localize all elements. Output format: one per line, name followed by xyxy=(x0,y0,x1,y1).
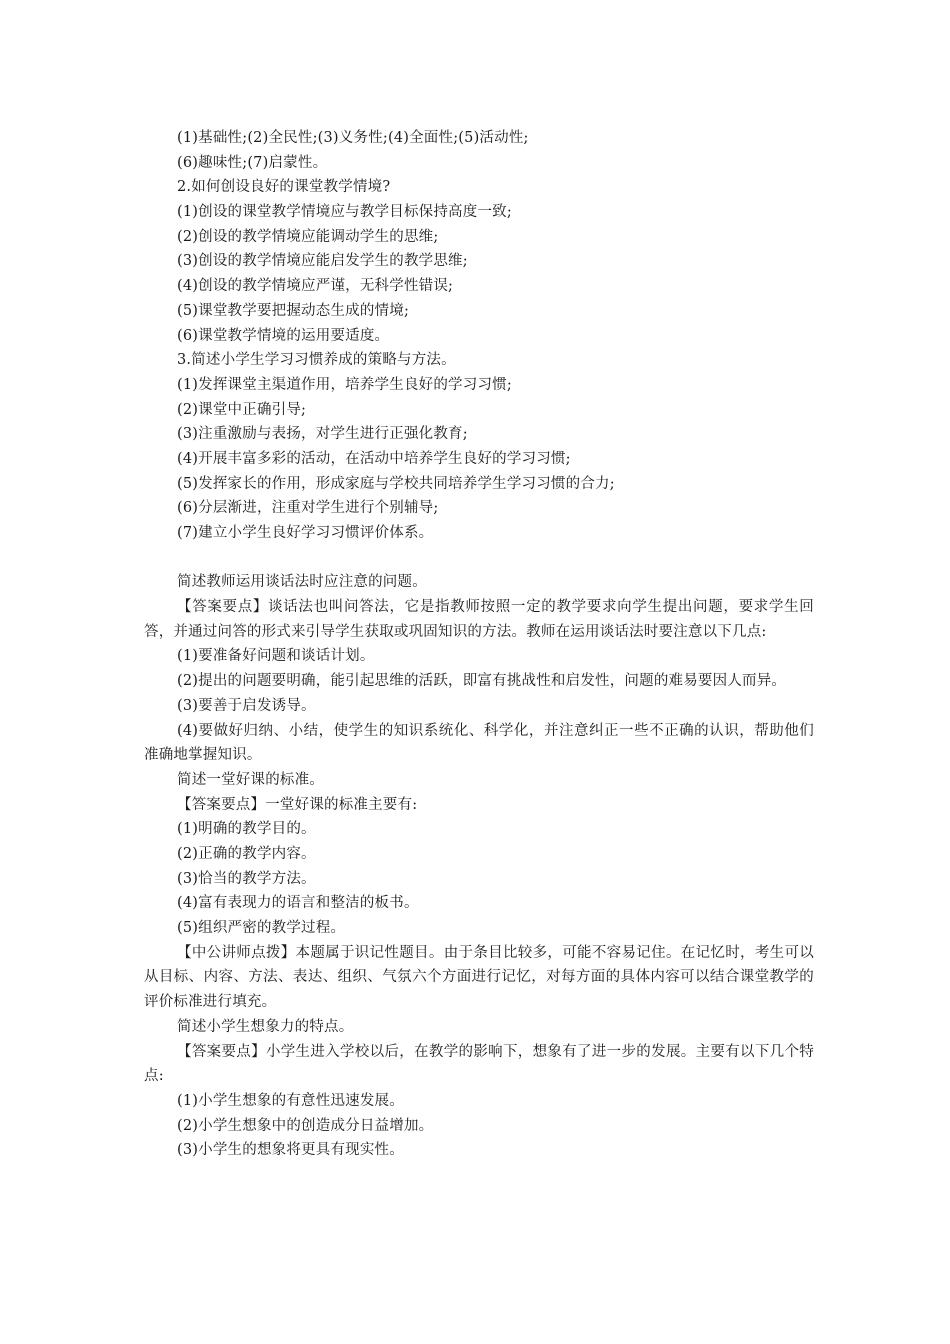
question-title: 简述一堂好课的标准。 xyxy=(177,771,324,788)
list-item: (2)提出的问题要明确，能引起思维的活跃，即富有挑战性和启发性，问题的难易要因人而异。 xyxy=(177,673,787,690)
list-item: (2)正确的教学内容。 xyxy=(177,846,316,863)
answer-paragraph: 【答案要点】一堂好课的标准主要有: xyxy=(177,796,418,813)
question-title: 3.简述小学生学习习惯养成的策略与方法。 xyxy=(177,352,456,369)
question-title: 2.如何创设良好的课堂教学情境? xyxy=(177,179,391,196)
list-item: (1)创设的课堂教学情境应与教学目标保持高度一致; xyxy=(177,204,512,221)
list-item: (6)课堂教学情境的运用要适度。 xyxy=(177,327,390,344)
list-item: (6)趣味性;(7)启蒙性。 xyxy=(177,154,328,171)
answer-paragraph: 【答案要点】谈话法也叫问答法，它是指教师按照一定的教学要求向学生提出问题，要求学生回答，并通过问答的形式来引导学生获取或巩固知识的方法。教师在运用谈话法时要注意以下几点: xyxy=(144,599,814,640)
list-item: (4)开展丰富多彩的活动，在活动中培养学生良好的学习习惯; xyxy=(177,450,571,467)
question-title: 简述小学生想象力的特点。 xyxy=(177,1018,354,1035)
list-item: (1)明确的教学目的。 xyxy=(177,821,316,838)
list-item: (1)要准备好问题和谈话计划。 xyxy=(177,648,375,665)
question-title: 简述教师运用谈话法时应注意的问题。 xyxy=(177,574,427,591)
list-item: (4)要做好归纳、小结，使学生的知识系统化、科学化，并注意纠正一些不正确的认识，帮助他们准确地掌握知识。 xyxy=(144,722,814,764)
list-item: (5)发挥家长的作用，形成家庭与学校共同培养学生学习习惯的合力; xyxy=(177,475,615,492)
list-item: (4)创设的教学情境应严谨，无科学性错误; xyxy=(177,278,454,295)
blank-line xyxy=(144,546,814,571)
list-item: (5)组织严密的教学过程。 xyxy=(177,920,346,937)
list-item: (5)课堂教学要把握动态生成的情境; xyxy=(177,302,410,319)
list-item: (3)小学生的想象将更具有现实性。 xyxy=(177,1142,404,1159)
list-item: (3)创设的教学情境应能启发学生的教学思维; xyxy=(177,253,468,270)
tip-paragraph: 【中公讲师点拨】本题属于识记性题目。由于条目比较多，可能不容易记住。在记忆时，考生可以从目标、内容、方法、表达、组织、气氛六个方面进行记忆，对每方面的具体内容可以结合课堂教学的评价标准进行填充。 xyxy=(144,944,814,1011)
list-item: (3)要善于启发诱导。 xyxy=(177,697,316,714)
list-item: (3)恰当的教学方法。 xyxy=(177,870,316,887)
list-item: (2)课堂中正确引导; xyxy=(177,401,307,418)
answer-paragraph: 【答案要点】小学生进入学校以后，在教学的影响下，想象有了进一步的发展。主要有以下几个特点: xyxy=(144,1043,814,1085)
list-item: (1)发挥课堂主渠道作用，培养学生良好的学习习惯; xyxy=(177,376,512,393)
list-item: (4)富有表现力的语言和整洁的板书。 xyxy=(177,895,419,912)
list-item: (1)基础性;(2)全民性;(3)义务性;(4)全面性;(5)活动性; xyxy=(177,130,529,146)
list-item: (7)建立小学生良好学习习惯评价体系。 xyxy=(177,525,434,541)
document-body xyxy=(144,126,814,1163)
list-item: (3)注重激励与表扬，对学生进行正强化教育; xyxy=(177,426,468,443)
list-item: (2)小学生想象中的创造成分日益增加。 xyxy=(177,1117,434,1134)
list-item: (2)创设的教学情境应能调动学生的思维; xyxy=(177,228,439,245)
list-item: (6)分层渐进，注重对学生进行个别辅导; xyxy=(177,500,439,517)
list-item: (1)小学生想象的有意性迅速发展。 xyxy=(177,1092,404,1109)
